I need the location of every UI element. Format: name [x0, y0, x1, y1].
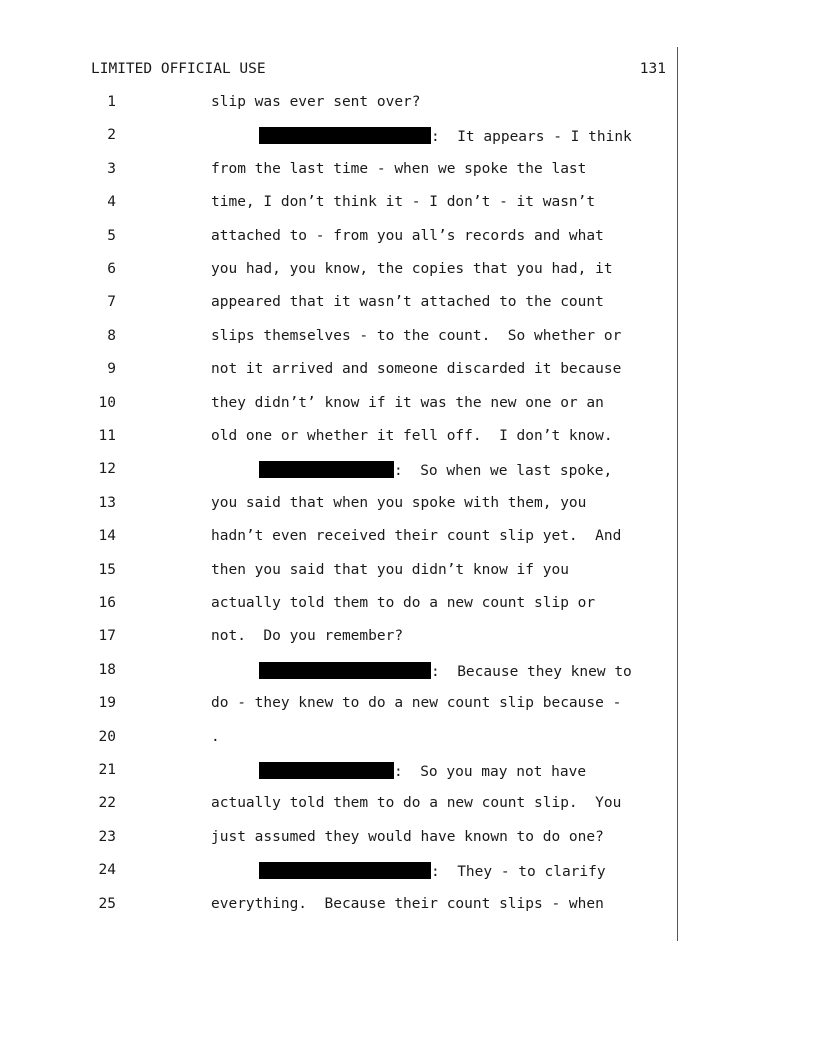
line-number: 2 — [107, 127, 116, 144]
transcript-line — [0, 795, 816, 817]
speaker-statement: : It appears - I think — [431, 129, 632, 146]
line-number: 14 — [98, 528, 116, 545]
transcript-line — [0, 862, 816, 884]
line-number: 12 — [98, 461, 116, 478]
redacted-speaker-name — [259, 662, 431, 679]
redacted-speaker-name — [259, 461, 394, 478]
line-number: 6 — [107, 261, 116, 277]
line-text: actually told them to do a new count slip or — [211, 595, 596, 611]
line-number: 10 — [98, 394, 116, 411]
line-number: 17 — [98, 628, 116, 645]
speaker-line — [259, 127, 632, 145]
line-number: 20 — [98, 728, 116, 745]
line-text: you said that when you spoke with them, you — [211, 494, 587, 511]
speaker-line — [259, 762, 586, 780]
line-text: they didn’t’ know if it was the new one or an — [211, 394, 604, 411]
transcript-line — [0, 628, 816, 650]
line-text: slip was ever sent over? — [211, 94, 421, 110]
transcript-line — [0, 194, 816, 216]
speaker-statement: : Because they knew to — [431, 663, 632, 680]
speaker-line — [259, 461, 612, 479]
line-text: hadn’t even received their count slip yet. And — [211, 528, 622, 545]
transcript-line — [0, 662, 816, 684]
line-number: 21 — [98, 762, 116, 778]
line-number: 3 — [107, 160, 116, 177]
line-number: 9 — [107, 361, 116, 378]
line-text: not it arrived and someone discarded it because — [211, 361, 622, 378]
line-number: 22 — [98, 795, 116, 812]
classification-header: LIMITED OFFICIAL USE — [91, 61, 266, 77]
line-text: old one or whether it fell off. I don’t know. — [211, 428, 613, 444]
line-number: 5 — [107, 227, 116, 244]
speaker-line — [259, 662, 632, 680]
transcript-line — [0, 261, 816, 283]
line-text: actually told them to do a new count slip. You — [211, 795, 622, 812]
transcript-line — [0, 762, 816, 784]
line-text: then you said that you didn’t know if you — [211, 561, 569, 578]
redacted-speaker-name — [259, 127, 431, 144]
transcript-line — [0, 428, 816, 450]
line-number: 19 — [98, 695, 116, 712]
line-number: 24 — [98, 862, 116, 879]
line-text: . — [211, 728, 220, 745]
line-number: 4 — [107, 194, 116, 211]
redacted-speaker-name — [259, 762, 394, 779]
transcript-line — [0, 94, 816, 116]
line-number: 25 — [98, 895, 116, 912]
line-number: 1 — [107, 94, 116, 110]
transcript-line — [0, 228, 816, 250]
line-text: everything. Because their count slips - when — [211, 895, 604, 912]
transcript-line — [0, 127, 816, 149]
line-text: you had, you know, the copies that you had, it — [211, 261, 613, 277]
line-number: 11 — [98, 428, 116, 444]
transcript-line — [0, 395, 816, 417]
transcript-line — [0, 161, 816, 183]
line-number: 18 — [98, 661, 116, 678]
transcript-line — [0, 461, 816, 483]
line-number: 15 — [98, 561, 116, 578]
transcript-line — [0, 896, 816, 918]
line-number: 23 — [98, 828, 116, 845]
transcript-line — [0, 361, 816, 383]
line-text: time, I don’t think it - I don’t - it wasn’t — [211, 194, 596, 211]
speaker-statement: : They - to clarify — [431, 864, 606, 881]
line-text: slips themselves - to the count. So whether or — [211, 327, 622, 344]
transcript-line — [0, 528, 816, 550]
transcript-line — [0, 829, 816, 851]
line-text: just assumed they would have known to do one? — [211, 828, 604, 845]
transcript-line — [0, 595, 816, 617]
transcript-line — [0, 562, 816, 584]
speaker-statement: : So you may not have — [394, 764, 587, 780]
transcript-line — [0, 729, 816, 751]
page-number: 131 — [639, 61, 666, 77]
transcript-line — [0, 294, 816, 316]
transcript-line — [0, 328, 816, 350]
speaker-statement: : So when we last spoke, — [394, 463, 613, 480]
transcript-line — [0, 495, 816, 517]
line-text: do - they knew to do a new count slip because - — [211, 695, 622, 712]
redacted-speaker-name — [259, 862, 431, 879]
line-number: 13 — [98, 494, 116, 511]
line-text: not. Do you remember? — [211, 628, 404, 645]
line-text: from the last time - when we spoke the last — [211, 160, 587, 177]
line-number: 16 — [98, 595, 116, 611]
line-text: attached to - from you all’s records and what — [211, 227, 604, 244]
transcript-line — [0, 695, 816, 717]
speaker-line — [259, 862, 606, 880]
line-text: appeared that it wasn’t attached to the count — [211, 294, 604, 311]
line-number: 7 — [107, 294, 116, 311]
line-number: 8 — [107, 327, 116, 344]
